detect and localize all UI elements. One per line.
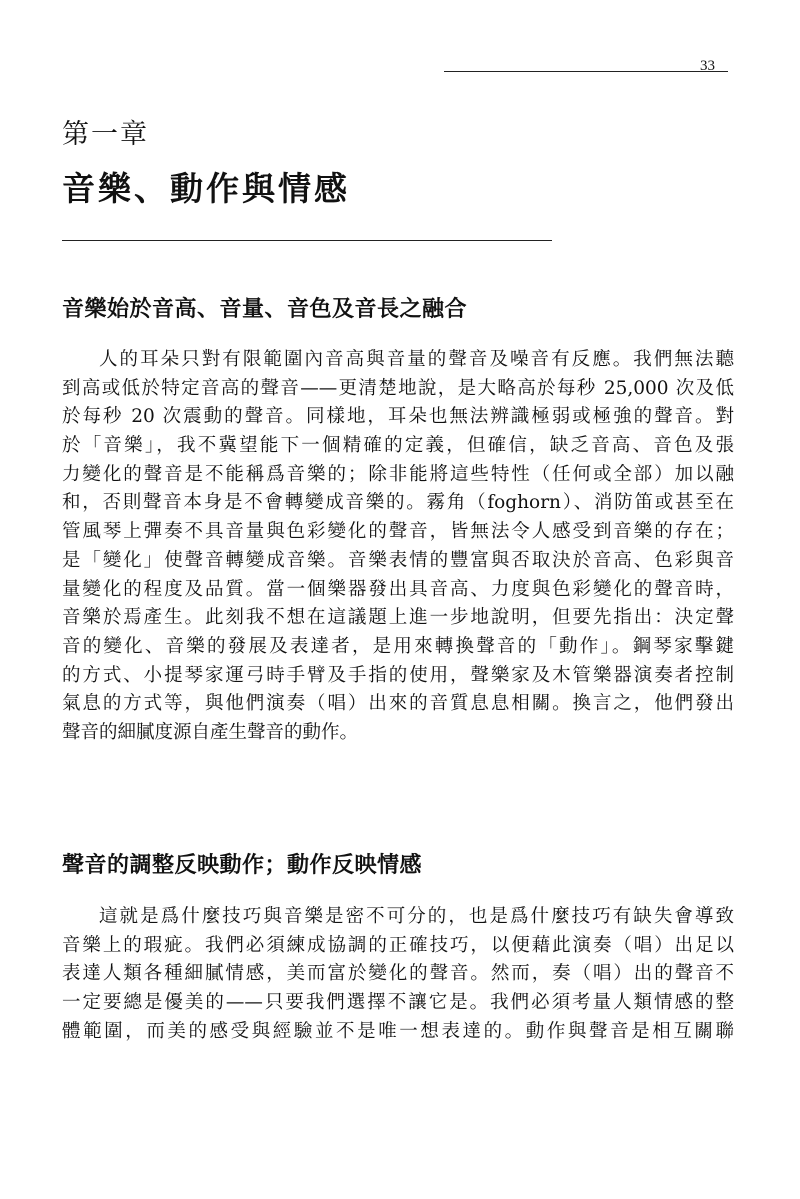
text-line: 是「變化」使聲音轉變成音樂。音樂表情的豐富與否取決於音高、色彩與音	[62, 549, 734, 571]
text-line: 的方式、小提琴家運弓時手臂及手指的使用，聲樂家及木管樂器演奏者控制	[62, 664, 734, 686]
text-line: 音的變化、音樂的發展及表達者，是用來轉換聲音的「動作」。鋼琴家擊鍵	[62, 635, 734, 657]
header-rule	[444, 71, 728, 72]
section-paragraph	[62, 346, 734, 748]
text-line: 和，否則聲音本身是不會轉變成音樂的。霧角（foghorn）、消防笛或甚至在	[62, 492, 734, 514]
text-line: 人的耳朵只對有限範圍內音高與音量的聲音及噪音有反應。我們無法聽	[99, 349, 734, 370]
text-line: 量變化的程度及品質。當一個樂器發出具音高、力度與色彩變化的聲音時，	[62, 578, 734, 600]
text-line: 音樂上的瑕疵。我們必須練成協調的正確技巧，以便藉此演奏（唱）出足以	[62, 934, 734, 956]
text-line: 於「音樂」，我不冀望能下一個精確的定義，但確信，缺乏音高、音色及張	[62, 435, 734, 457]
section-paragraph	[62, 903, 734, 1046]
chapter-label: 第一章	[62, 119, 149, 150]
section-heading: 音樂始於音高、音量、音色及音長之融合	[62, 296, 468, 322]
text-line: 氣息的方式等，與他們演奏（唱）出來的音質息息相關。換言之，他們發出	[62, 693, 734, 715]
text-line: 管風琴上彈奏不具音量與色彩變化的聲音，皆無法令人感受到音樂的存在；	[62, 521, 734, 543]
section-heading: 聲音的調整反映動作；動作反映情感	[62, 852, 423, 878]
text-line: 表達人類各種細膩情感，美而富於變化的聲音。然而，奏（唱）出的聲音不	[62, 963, 734, 985]
text-line: 到高或低於特定音高的聲音——更清楚地說，是大略高於每秒 25,000 次及低	[62, 377, 734, 399]
text-line: 聲音的細膩度源自產生聲音的動作。	[62, 721, 359, 743]
chapter-title: 音樂、動作與情感	[62, 169, 350, 208]
text-line: 力變化的聲音是不能稱爲音樂的；除非能將這些特性（任何或全部）加以融	[62, 463, 734, 485]
text-line: 這就是爲什麼技巧與音樂是密不可分的，也是爲什麼技巧有缺失會導致	[99, 906, 734, 927]
text-line: 音樂於焉產生。此刻我不想在這議題上進一步地說明，但要先指出：決定聲	[62, 607, 734, 629]
title-rule	[62, 240, 552, 241]
text-line: 一定要總是優美的——只要我們選擇不讓它是。我們必須考量人類情感的整	[62, 992, 734, 1014]
text-line: 體範圍，而美的感受與經驗並不是唯一想表達的。動作與聲音是相互關聯	[62, 1020, 734, 1042]
page-number: 33	[700, 58, 715, 74]
text-line: 於每秒 20 次震動的聲音。同樣地，耳朵也無法辨識極弱或極強的聲音。對	[62, 406, 734, 428]
